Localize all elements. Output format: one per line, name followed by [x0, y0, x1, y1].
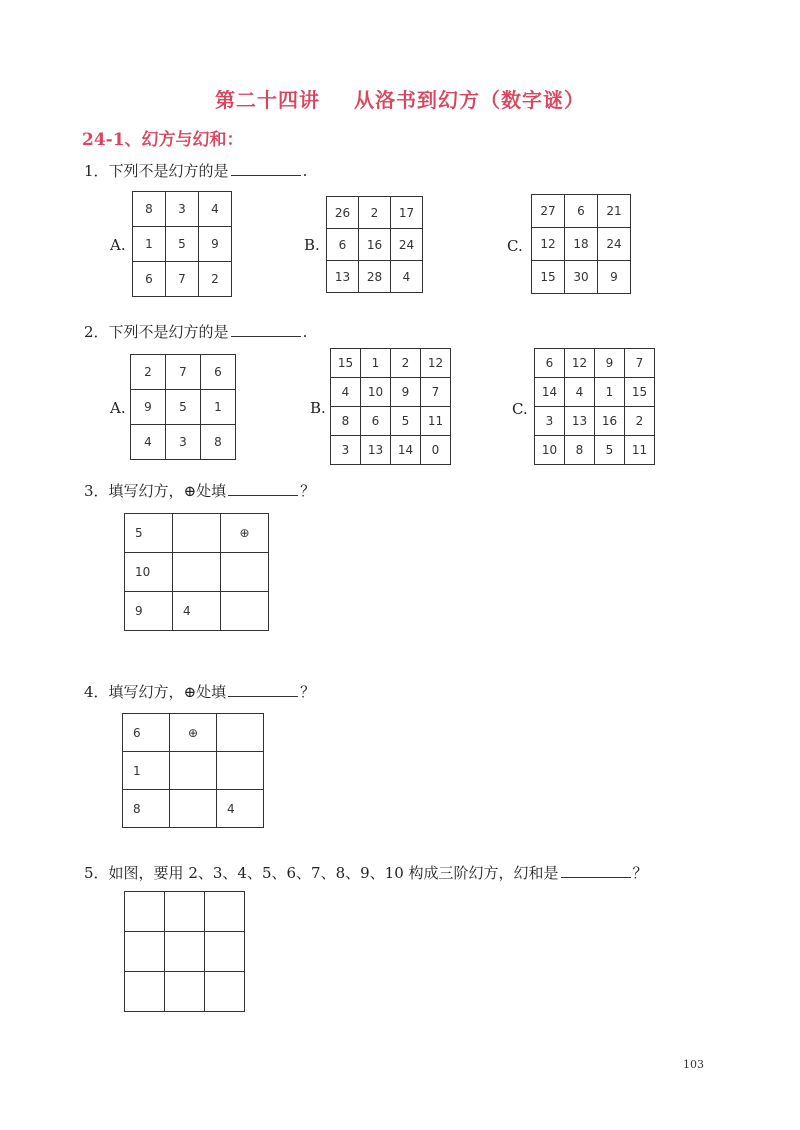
grid-cell: [165, 892, 205, 932]
grid-cell: 9: [595, 349, 625, 378]
grid-cell: 15: [625, 378, 655, 407]
magic-square-2b: [330, 348, 451, 465]
grid-cell: 9: [125, 592, 173, 631]
grid-cell: [125, 972, 165, 1012]
answer-blank[interactable]: [228, 682, 298, 697]
grid-cell: 9: [199, 227, 232, 262]
grid-cell: 11: [421, 407, 451, 436]
answer-blank[interactable]: [228, 481, 298, 496]
grid-cell: 2: [391, 349, 421, 378]
grid-cell: [217, 714, 264, 752]
grid-cell: 2: [359, 197, 391, 229]
question-end: .: [302, 323, 308, 341]
grid-cell: [205, 892, 245, 932]
grid-cell: 4: [565, 378, 595, 407]
grid-cell: 7: [421, 378, 451, 407]
question-5: [84, 862, 648, 883]
grid-row: [535, 349, 655, 378]
grid-row: [133, 262, 232, 297]
grid-cell: ⊕: [170, 714, 217, 752]
grid-row: [532, 261, 631, 294]
answer-blank[interactable]: [231, 161, 301, 176]
grid-cell: [165, 932, 205, 972]
magic-square-1c: [531, 194, 631, 294]
grid-row: [123, 790, 264, 828]
lecture-topic: 从洛书到幻方（数字谜）: [354, 88, 585, 112]
option-label: A.: [110, 236, 126, 254]
grid-row: [125, 972, 245, 1012]
grid-cell: 13: [361, 436, 391, 465]
grid-cell: 4: [173, 592, 221, 631]
grid-row: [131, 425, 236, 460]
grid-cell: [173, 514, 221, 553]
grid-cell: 7: [166, 262, 199, 297]
grid-cell: 30: [565, 261, 598, 294]
grid-cell: 8: [331, 407, 361, 436]
grid-row: [331, 407, 451, 436]
grid-cell: 4: [131, 425, 166, 460]
grid-cell: [125, 932, 165, 972]
grid-row: [331, 378, 451, 407]
grid-row: [133, 227, 232, 262]
grid-cell: 9: [131, 390, 166, 425]
section-heading: 24-1、幻方与幻和：: [82, 130, 244, 150]
question-text: 如图，要用 2、3、4、5、6、7、8、9、10 构成三阶幻方，幻和是: [108, 864, 559, 882]
question-text: 下列不是幻方的是: [108, 162, 229, 180]
grid-cell: [221, 553, 269, 592]
grid-cell: 14: [535, 378, 565, 407]
option-label: A.: [110, 399, 126, 417]
grid-row: [535, 407, 655, 436]
grid-row: [331, 349, 451, 378]
magic-square-2a: [130, 354, 236, 460]
grid-cell: 4: [217, 790, 264, 828]
grid-cell: 15: [532, 261, 565, 294]
grid-cell: 26: [327, 197, 359, 229]
grid-row: [125, 932, 245, 972]
question-end: ？: [300, 683, 316, 701]
grid-cell: 1: [595, 378, 625, 407]
grid-cell: 5: [391, 407, 421, 436]
grid-cell: 2: [131, 355, 166, 390]
question-1: [84, 160, 307, 181]
grid-row: [131, 355, 236, 390]
grid-cell: 6: [133, 262, 166, 297]
grid-cell: 7: [166, 355, 201, 390]
grid-cell: 6: [201, 355, 236, 390]
grid-cell: 10: [125, 553, 173, 592]
option-label: B.: [304, 236, 320, 254]
grid-cell: 27: [532, 195, 565, 228]
grid-cell: 10: [361, 378, 391, 407]
grid-cell: 3: [535, 407, 565, 436]
grid-cell: 6: [327, 229, 359, 261]
answer-blank[interactable]: [561, 863, 631, 878]
question-number: 1．: [84, 162, 109, 180]
answer-blank[interactable]: [231, 322, 301, 337]
grid-cell: 24: [598, 228, 631, 261]
grid-cell: 2: [199, 262, 232, 297]
grid-cell: 3: [166, 192, 199, 227]
grid-row: [532, 195, 631, 228]
question-number: 4．: [84, 683, 109, 701]
question-number: 3．: [84, 482, 109, 500]
grid-cell: 5: [166, 227, 199, 262]
grid-cell: 8: [201, 425, 236, 460]
grid-row: [125, 553, 269, 592]
grid-cell: ⊕: [221, 514, 269, 553]
grid-cell: 9: [391, 378, 421, 407]
grid-cell: 1: [133, 227, 166, 262]
question-4: [84, 681, 315, 702]
question-number: 5．: [84, 864, 109, 882]
grid-cell: 2: [625, 407, 655, 436]
grid-cell: 12: [421, 349, 451, 378]
grid-cell: 15: [331, 349, 361, 378]
grid-cell: 4: [391, 261, 423, 293]
grid-row: [535, 378, 655, 407]
grid-cell: 4: [331, 378, 361, 407]
question-text: 下列不是幻方的是: [108, 323, 229, 341]
question-end: .: [302, 162, 308, 180]
grid-cell: 11: [625, 436, 655, 465]
grid-cell: 12: [565, 349, 595, 378]
page-number: 103: [683, 1058, 704, 1071]
grid-row: [131, 390, 236, 425]
grid-cell: 16: [359, 229, 391, 261]
grid-cell: 9: [598, 261, 631, 294]
question-end: ？: [300, 482, 316, 500]
magic-square-2c: [534, 348, 655, 465]
grid-cell: 10: [535, 436, 565, 465]
page-title: [0, 84, 800, 113]
grid-cell: 21: [598, 195, 631, 228]
grid-row: [327, 197, 423, 229]
grid-row: [125, 892, 245, 932]
grid-row: [331, 436, 451, 465]
grid-cell: [170, 790, 217, 828]
grid-cell: [170, 752, 217, 790]
grid-cell: 13: [327, 261, 359, 293]
grid-row: [532, 228, 631, 261]
grid-cell: 14: [391, 436, 421, 465]
option-label: C.: [507, 237, 523, 255]
grid-cell: 13: [565, 407, 595, 436]
fill-magic-square-4: [122, 713, 264, 828]
option-label: C.: [512, 400, 528, 418]
grid-row: [123, 752, 264, 790]
grid-cell: 24: [391, 229, 423, 261]
grid-cell: 8: [123, 790, 170, 828]
grid-cell: 5: [595, 436, 625, 465]
question-number: 2．: [84, 323, 109, 341]
grid-cell: 1: [361, 349, 391, 378]
magic-square-1b: [326, 196, 423, 293]
question-end: ？: [632, 864, 648, 882]
grid-cell: 6: [123, 714, 170, 752]
grid-cell: [217, 752, 264, 790]
grid-cell: 18: [565, 228, 598, 261]
grid-row: [125, 592, 269, 631]
grid-cell: 17: [391, 197, 423, 229]
grid-cell: 1: [123, 752, 170, 790]
grid-cell: 6: [361, 407, 391, 436]
grid-cell: 4: [199, 192, 232, 227]
lecture-number: 第二十四讲: [215, 88, 320, 112]
grid-row: [327, 261, 423, 293]
grid-cell: [205, 932, 245, 972]
magic-square-1a: [132, 191, 232, 297]
grid-cell: [173, 553, 221, 592]
grid-cell: 3: [166, 425, 201, 460]
question-text: 填写幻方，⊕处填: [108, 482, 227, 500]
grid-cell: [125, 892, 165, 932]
grid-cell: 12: [532, 228, 565, 261]
grid-cell: 28: [359, 261, 391, 293]
fill-magic-square-3: [124, 513, 269, 631]
empty-magic-square-5: [124, 891, 245, 1012]
grid-cell: 6: [535, 349, 565, 378]
grid-cell: 16: [595, 407, 625, 436]
grid-cell: [165, 972, 205, 1012]
option-label: B.: [310, 399, 326, 417]
grid-row: [327, 229, 423, 261]
grid-cell: [205, 972, 245, 1012]
grid-cell: [221, 592, 269, 631]
grid-row: [125, 514, 269, 553]
question-3: [84, 480, 315, 501]
grid-cell: 5: [166, 390, 201, 425]
grid-cell: 5: [125, 514, 173, 553]
question-text: 填写幻方，⊕处填: [108, 683, 227, 701]
grid-cell: 6: [565, 195, 598, 228]
grid-row: [133, 192, 232, 227]
grid-cell: 0: [421, 436, 451, 465]
question-2: [84, 321, 307, 342]
grid-cell: 3: [331, 436, 361, 465]
grid-cell: 8: [133, 192, 166, 227]
grid-row: [535, 436, 655, 465]
grid-cell: 7: [625, 349, 655, 378]
grid-cell: 1: [201, 390, 236, 425]
grid-cell: 8: [565, 436, 595, 465]
grid-row: [123, 714, 264, 752]
